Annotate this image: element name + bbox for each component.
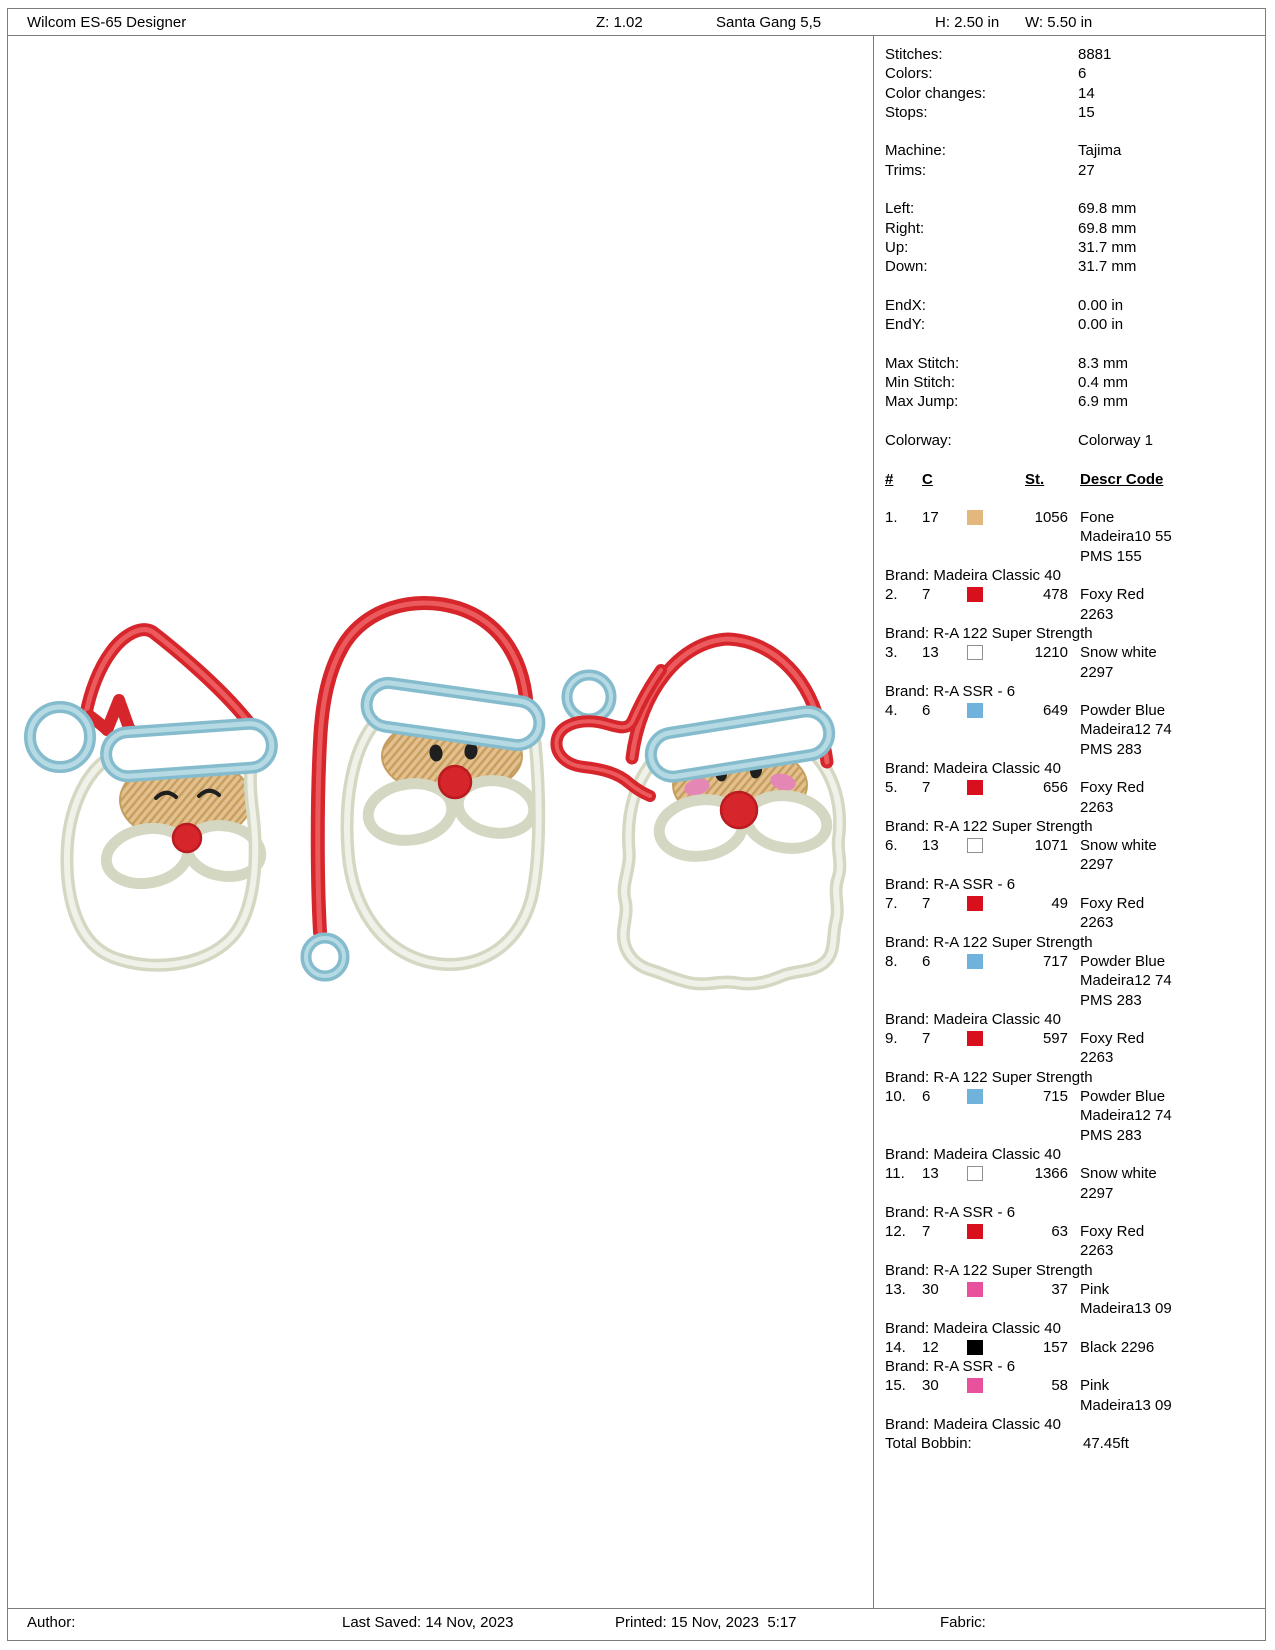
thread-row-15: [885, 1376, 1267, 1415]
thread-color-swatch: [967, 838, 983, 853]
thread-row-12: [885, 1222, 1267, 1261]
stat-value: 6: [1078, 65, 1087, 83]
thread-desc-line: PMS 283: [1080, 1126, 1142, 1144]
thread-color-swatch: [967, 780, 983, 795]
thread-row-2: [885, 585, 1267, 624]
stat-row: [885, 64, 1267, 83]
thread-number: 10.: [885, 1088, 906, 1106]
spacer: [885, 412, 1267, 431]
thread-color-swatch: [967, 510, 983, 525]
stat-row: [885, 257, 1267, 276]
stat-label: Max Jump:: [885, 393, 959, 411]
thread-brand: Brand: R-A 122 Super Strength: [885, 933, 1093, 951]
stat-label: Color changes:: [885, 84, 986, 102]
thread-desc-line: 2297: [1080, 856, 1114, 874]
thread-number: 2.: [885, 586, 898, 604]
thread-list: [885, 508, 1267, 1434]
stat-row: [885, 161, 1267, 180]
thread-brand: Brand: R-A 122 Super Strength: [885, 1068, 1093, 1086]
thread-description: [1080, 1029, 1144, 1068]
thread-desc-line: 2263: [1080, 605, 1114, 623]
thread-desc-line: Snow white: [1080, 837, 1157, 855]
thread-color-number: 7: [922, 895, 931, 913]
thread-color-number: 13: [922, 1165, 939, 1183]
thread-stitch-count: 37: [1051, 1281, 1068, 1298]
design-info-panel: [885, 45, 1267, 1454]
stat-value: Tajima: [1078, 142, 1122, 160]
thread-brand: Brand: Madeira Classic 40: [885, 1319, 1061, 1337]
thread-desc-line: Foxy Red: [1080, 895, 1145, 913]
stat-row: [885, 315, 1267, 334]
thread-desc-line: Foxy Red: [1080, 779, 1145, 797]
stat-label: Max Stitch:: [885, 354, 960, 372]
thread-color-number: 12: [922, 1338, 939, 1356]
thread-number: 1.: [885, 509, 898, 527]
design-width: W: 5.50 in: [1025, 14, 1093, 31]
thread-stitch-count: 157: [1042, 1338, 1068, 1356]
thread-desc-line: 2297: [1080, 1184, 1114, 1202]
thread-number: 14.: [885, 1338, 906, 1356]
col-header-descr: Descr Code: [1080, 470, 1164, 488]
santa3-brim: [648, 708, 833, 780]
thread-brand: Brand: R-A 122 Super Strength: [885, 817, 1093, 835]
stat-label: Colors:: [885, 65, 933, 83]
spacer: [885, 277, 1267, 296]
design-name: Santa Gang 5,5: [716, 14, 822, 31]
thread-row-13: [885, 1280, 1267, 1319]
total-bobbin-label: Total Bobbin:: [885, 1435, 972, 1453]
thread-brand: Brand: R-A SSR - 6: [885, 682, 1016, 700]
zoom-level: Z: 1.02: [596, 14, 643, 31]
thread-stitch-count: 478: [1042, 586, 1068, 604]
thread-desc-line: PMS 155: [1080, 547, 1142, 565]
thread-stitch-count: 1366: [1034, 1165, 1068, 1183]
stat-row: [885, 238, 1267, 257]
thread-desc-line: Foxy Red: [1080, 1223, 1145, 1241]
thread-color-number: 7: [922, 779, 931, 797]
thread-color-swatch: [967, 587, 983, 602]
thread-color-swatch: [967, 1282, 983, 1297]
thread-stitch-count: 656: [1042, 779, 1068, 797]
thread-brand: Brand: R-A SSR - 6: [885, 1203, 1016, 1221]
thread-desc-line: Fone: [1080, 509, 1115, 527]
stat-label: Right:: [885, 219, 925, 237]
thread-brand: Brand: R-A 122 Super Strength: [885, 1261, 1093, 1279]
thread-description: [1080, 643, 1157, 682]
thread-desc-line: Madeira10 55: [1080, 528, 1172, 546]
stat-value: 69.8 mm: [1078, 219, 1137, 237]
thread-row-3: [885, 643, 1267, 682]
stat-value: 15: [1078, 103, 1095, 121]
thread-color-number: 30: [922, 1281, 939, 1298]
spacer: [885, 180, 1267, 199]
col-header-num: #: [885, 470, 894, 488]
thread-description: [1080, 1280, 1172, 1319]
thread-row-7: [885, 894, 1267, 933]
thread-description: [1080, 508, 1172, 566]
stat-row: [885, 103, 1267, 122]
thread-desc-line: Madeira13 09: [1080, 1396, 1172, 1414]
stat-row: [885, 84, 1267, 103]
design-stats: [885, 45, 1267, 450]
thread-stitch-count: 1056: [1034, 509, 1068, 527]
col-header-stitches: St.: [1025, 470, 1045, 488]
printed-date: Printed: 15 Nov, 2023 5:17: [615, 1614, 797, 1631]
thread-desc-line: PMS 283: [1080, 991, 1142, 1009]
footer-bar: [8, 1608, 1265, 1641]
thread-table-header: [885, 470, 1267, 489]
thread-description: [1080, 585, 1144, 624]
thread-number: 9.: [885, 1030, 898, 1048]
stat-value: 31.7 mm: [1078, 238, 1137, 256]
thread-desc-line: Madeira12 74: [1080, 721, 1172, 739]
thread-stitch-count: 649: [1042, 702, 1068, 720]
thread-color-number: 13: [922, 644, 939, 662]
header-bar: [8, 9, 1265, 36]
thread-brand: Brand: Madeira Classic 40: [885, 1416, 1061, 1434]
thread-desc-line: 2263: [1080, 914, 1114, 932]
design-height: H: 2.50 in: [935, 14, 1000, 31]
thread-desc-line: Madeira13 09: [1080, 1300, 1172, 1318]
thread-desc-line: Madeira12 74: [1080, 1107, 1172, 1125]
thread-stitch-count: 715: [1042, 1088, 1068, 1106]
thread-row-8: [885, 952, 1267, 1010]
santa3-mustache-right: [744, 791, 830, 854]
stat-row: [885, 199, 1267, 218]
thread-desc-line: 2263: [1080, 798, 1114, 816]
thread-row-1: [885, 508, 1267, 566]
thread-stitch-count: 597: [1042, 1030, 1068, 1048]
stat-label: Machine:: [885, 142, 946, 160]
stat-row: [885, 373, 1267, 392]
thread-number: 3.: [885, 644, 898, 662]
thread-desc-line: 2263: [1080, 1049, 1114, 1067]
thread-color-swatch: [967, 896, 983, 911]
stat-value: 0.00 in: [1078, 296, 1124, 314]
stat-label: EndY:: [885, 316, 926, 334]
stat-row: [885, 296, 1267, 315]
thread-brand: Brand: Madeira Classic 40: [885, 1145, 1061, 1163]
thread-color-number: 7: [922, 586, 931, 604]
thread-description: [1080, 894, 1144, 933]
thread-description: [1080, 1164, 1157, 1203]
thread-desc-line: Foxy Red: [1080, 1030, 1145, 1048]
thread-color-swatch: [967, 1378, 983, 1393]
stat-label: Min Stitch:: [885, 374, 956, 392]
stat-value: 69.8 mm: [1078, 200, 1137, 218]
thread-brand: Brand: R-A SSR - 6: [885, 875, 1016, 893]
thread-color-swatch: [967, 1089, 983, 1104]
thread-number: 15.: [885, 1377, 906, 1395]
thread-desc-line: Black 2296: [1080, 1338, 1155, 1356]
thread-color-number: 7: [922, 1030, 931, 1048]
stat-value: 8.3 mm: [1078, 354, 1129, 372]
stat-label: Colorway:: [885, 431, 952, 449]
total-bobbin-value: 47.45ft: [1083, 1435, 1129, 1453]
stat-value: 14: [1078, 84, 1095, 102]
santa1-nose: [173, 824, 201, 852]
stat-label: Stitches:: [885, 46, 943, 63]
thread-description: [1080, 701, 1172, 759]
thread-color-swatch: [967, 1340, 983, 1355]
thread-row-11: [885, 1164, 1267, 1203]
author-label: Author:: [27, 1614, 76, 1631]
stat-row: [885, 392, 1267, 411]
stat-value: 27: [1078, 161, 1095, 179]
thread-brand: Brand: Madeira Classic 40: [885, 759, 1061, 777]
thread-stitch-count: 1071: [1034, 837, 1068, 855]
fabric-label: Fabric:: [940, 1614, 986, 1631]
thread-brand: Brand: R-A SSR - 6: [885, 1358, 1016, 1376]
stat-label: EndX:: [885, 296, 926, 314]
thread-description: [1080, 836, 1157, 875]
thread-number: 12.: [885, 1223, 906, 1241]
thread-number: 11.: [885, 1165, 905, 1183]
thread-stitch-count: 717: [1042, 952, 1068, 970]
thread-desc-line: Pink: [1080, 1377, 1110, 1395]
thread-color-number: 6: [922, 952, 931, 970]
thread-number: 5.: [885, 779, 898, 797]
thread-desc-line: Snow white: [1080, 644, 1157, 662]
thread-description: [1080, 1087, 1172, 1145]
thread-desc-line: Foxy Red: [1080, 586, 1145, 604]
thread-brand: Brand: Madeira Classic 40: [885, 1010, 1061, 1028]
santa-face-2: [306, 603, 542, 976]
thread-color-swatch: [967, 1166, 983, 1181]
app-title: Wilcom ES-65 Designer: [27, 14, 187, 31]
thread-desc-line: 2297: [1080, 663, 1114, 681]
panel-divider: [873, 36, 874, 1608]
stat-row: [885, 431, 1267, 450]
thread-row-14: [885, 1338, 1267, 1357]
thread-desc-line: 2263: [1080, 1242, 1114, 1260]
thread-color-number: 17: [922, 509, 939, 527]
thread-number: 13.: [885, 1281, 906, 1298]
santa3-nose: [721, 792, 757, 828]
thread-description: [1080, 778, 1144, 817]
thread-color-number: 7: [922, 1223, 931, 1241]
stat-value: 8881: [1078, 46, 1112, 63]
thread-color-swatch: [967, 645, 983, 660]
stat-row: [885, 141, 1267, 160]
thread-row-6: [885, 836, 1267, 875]
col-header-color: C: [922, 470, 933, 488]
thread-color-number: 6: [922, 1088, 931, 1106]
thread-color-swatch: [967, 954, 983, 969]
santa-face-1: [30, 630, 273, 966]
thread-color-number: 30: [922, 1377, 939, 1395]
thread-description: [1080, 1338, 1154, 1357]
stat-value: Colorway 1: [1078, 431, 1154, 449]
thread-desc-line: Snow white: [1080, 1165, 1157, 1183]
stat-row: [885, 45, 1267, 64]
thread-color-swatch: [967, 1031, 983, 1046]
thread-description: [1080, 1222, 1144, 1261]
thread-row-5: [885, 778, 1267, 817]
stat-label: Stops:: [885, 103, 928, 121]
thread-description: [1080, 952, 1172, 1010]
santa-face-3: [557, 639, 840, 984]
thread-row-9: [885, 1029, 1267, 1068]
thread-desc-line: Pink: [1080, 1281, 1110, 1298]
thread-color-number: 6: [922, 702, 931, 720]
santa2-nose: [439, 766, 471, 798]
design-canvas: [8, 35, 873, 1608]
thread-description: [1080, 1376, 1172, 1415]
thread-color-swatch: [967, 703, 983, 718]
stat-value: 31.7 mm: [1078, 258, 1137, 276]
thread-color-number: 13: [922, 837, 939, 855]
spacer: [885, 334, 1267, 353]
thread-stitch-count: 1210: [1034, 644, 1068, 662]
thread-brand: Brand: R-A 122 Super Strength: [885, 624, 1093, 642]
embroidery-design: [8, 35, 873, 1608]
thread-row-10: [885, 1087, 1267, 1145]
stat-label: Up:: [885, 238, 909, 256]
thread-desc-line: Powder Blue: [1080, 1088, 1166, 1106]
thread-number: 8.: [885, 952, 898, 970]
total-bobbin-row: [885, 1434, 1267, 1453]
thread-desc-line: Powder Blue: [1080, 952, 1166, 970]
thread-number: 7.: [885, 895, 898, 913]
thread-row-4: [885, 701, 1267, 759]
thread-desc-line: Powder Blue: [1080, 702, 1166, 720]
stat-row: [885, 354, 1267, 373]
stat-label: Left:: [885, 200, 915, 218]
stat-label: Trims:: [885, 161, 927, 179]
stat-value: 6.9 mm: [1078, 393, 1129, 411]
thread-number: 4.: [885, 702, 898, 720]
thread-stitch-count: 63: [1051, 1223, 1068, 1241]
thread-desc-line: PMS 283: [1080, 740, 1142, 758]
spacer: [885, 122, 1267, 141]
stat-value: 0.4 mm: [1078, 374, 1129, 392]
thread-number: 6.: [885, 837, 898, 855]
stat-row: [885, 219, 1267, 238]
thread-brand: Brand: Madeira Classic 40: [885, 567, 1061, 585]
thread-stitch-count: 58: [1051, 1377, 1068, 1395]
thread-desc-line: Madeira12 74: [1080, 972, 1172, 990]
stat-label: Down:: [885, 258, 928, 276]
thread-color-swatch: [967, 1224, 983, 1239]
last-saved-date: Last Saved: 14 Nov, 2023: [342, 1614, 514, 1631]
thread-stitch-count: 49: [1051, 895, 1068, 913]
stat-value: 0.00 in: [1078, 316, 1124, 334]
